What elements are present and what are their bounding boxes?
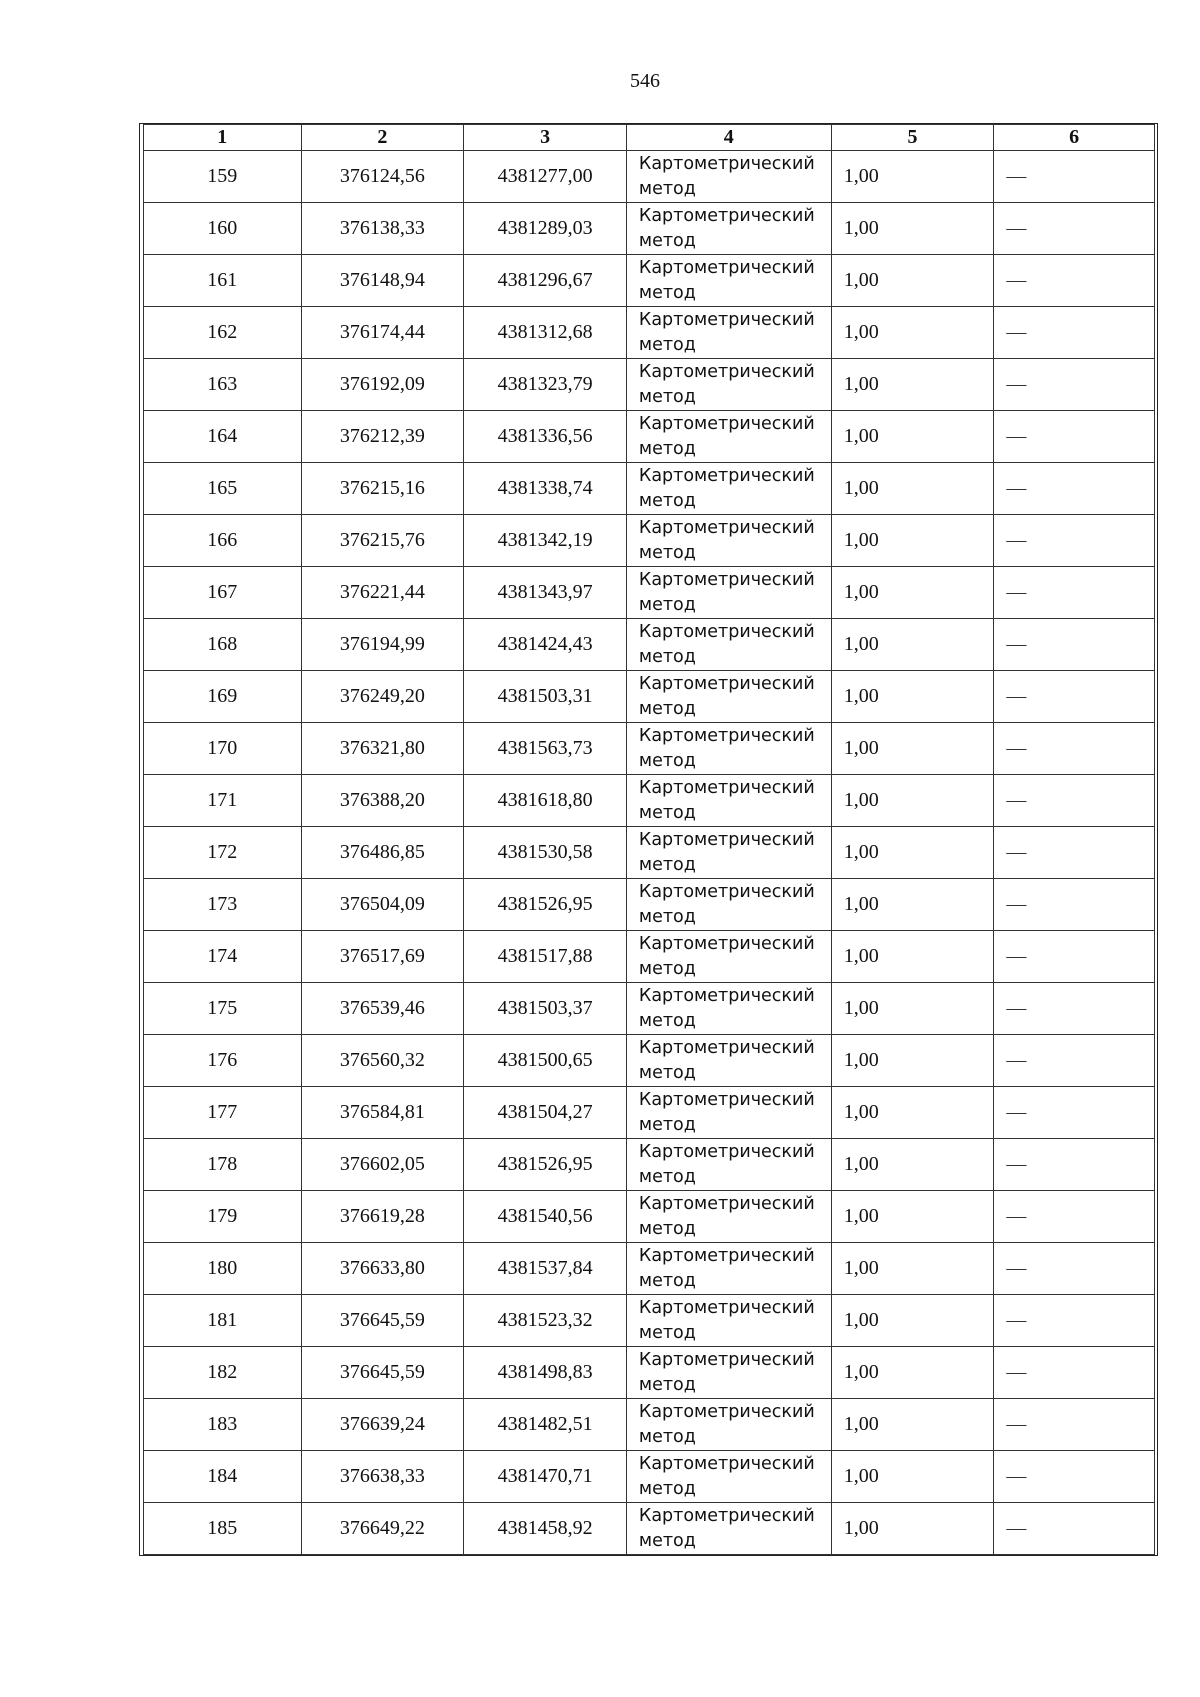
table-row <box>144 411 1155 463</box>
header-col-3: 3 <box>464 125 627 151</box>
method-text: Картометрический <box>638 933 815 954</box>
x-coordinate-cell: 376645,59 <box>301 1347 464 1399</box>
method-text: метод <box>638 1426 696 1447</box>
accuracy-cell: 1,00 <box>831 879 994 931</box>
note-cell: — <box>994 775 1155 827</box>
y-coordinate-cell: 4381323,79 <box>464 359 627 411</box>
method-text: метод <box>638 906 696 927</box>
note-cell: — <box>994 1035 1155 1087</box>
point-number-cell: 159 <box>144 151 302 203</box>
method-text: Картометрический <box>638 569 815 590</box>
note-cell: — <box>994 1451 1155 1503</box>
note-cell: — <box>994 671 1155 723</box>
table-row <box>144 567 1155 619</box>
accuracy-cell: 1,00 <box>831 1347 994 1399</box>
method-text: метод <box>638 542 696 563</box>
x-coordinate-cell: 376649,22 <box>301 1503 464 1555</box>
accuracy-cell: 1,00 <box>831 1451 994 1503</box>
accuracy-cell: 1,00 <box>831 1191 994 1243</box>
method-text: метод <box>638 1530 696 1551</box>
header-col-6: 6 <box>994 125 1155 151</box>
method-cell <box>626 1243 831 1295</box>
x-coordinate-cell: 376194,99 <box>301 619 464 671</box>
note-cell: — <box>994 463 1155 515</box>
method-cell <box>626 567 831 619</box>
y-coordinate-cell: 4381296,67 <box>464 255 627 307</box>
method-cell <box>626 463 831 515</box>
method-text: Картометрический <box>638 465 815 486</box>
method-cell <box>626 1191 831 1243</box>
point-number-cell: 165 <box>144 463 302 515</box>
method-cell <box>626 307 831 359</box>
x-coordinate-cell: 376639,24 <box>301 1399 464 1451</box>
y-coordinate-cell: 4381338,74 <box>464 463 627 515</box>
point-number-cell: 177 <box>144 1087 302 1139</box>
y-coordinate-cell: 4381343,97 <box>464 567 627 619</box>
table-header <box>144 125 1155 151</box>
accuracy-cell: 1,00 <box>831 359 994 411</box>
accuracy-cell: 1,00 <box>831 1503 994 1555</box>
method-cell <box>626 1503 831 1555</box>
accuracy-cell: 1,00 <box>831 1035 994 1087</box>
table-row <box>144 1139 1155 1191</box>
method-text: метод <box>638 646 696 667</box>
table-row <box>144 1399 1155 1451</box>
method-cell <box>626 359 831 411</box>
method-text: метод <box>638 1374 696 1395</box>
x-coordinate-cell: 376212,39 <box>301 411 464 463</box>
note-cell: — <box>994 307 1155 359</box>
y-coordinate-cell: 4381498,83 <box>464 1347 627 1399</box>
method-cell <box>626 411 831 463</box>
x-coordinate-cell: 376633,80 <box>301 1243 464 1295</box>
note-cell: — <box>994 1087 1155 1139</box>
point-number-cell: 173 <box>144 879 302 931</box>
note-cell: — <box>994 1503 1155 1555</box>
table-row <box>144 203 1155 255</box>
method-cell <box>626 1451 831 1503</box>
method-text: Картометрический <box>638 673 815 694</box>
note-cell: — <box>994 359 1155 411</box>
method-text: Картометрический <box>638 1037 815 1058</box>
header-col-2: 2 <box>301 125 464 151</box>
point-number-cell: 168 <box>144 619 302 671</box>
y-coordinate-cell: 4381618,80 <box>464 775 627 827</box>
method-text: Картометрический <box>638 309 815 330</box>
method-cell <box>626 1399 831 1451</box>
point-number-cell: 184 <box>144 1451 302 1503</box>
x-coordinate-cell: 376192,09 <box>301 359 464 411</box>
point-number-cell: 182 <box>144 1347 302 1399</box>
accuracy-cell: 1,00 <box>831 723 994 775</box>
accuracy-cell: 1,00 <box>831 1139 994 1191</box>
method-text: Картометрический <box>638 829 815 850</box>
x-coordinate-cell: 376215,76 <box>301 515 464 567</box>
x-coordinate-cell: 376560,32 <box>301 1035 464 1087</box>
accuracy-cell: 1,00 <box>831 463 994 515</box>
note-cell: — <box>994 723 1155 775</box>
y-coordinate-cell: 4381523,32 <box>464 1295 627 1347</box>
y-coordinate-cell: 4381503,31 <box>464 671 627 723</box>
x-coordinate-cell: 376221,44 <box>301 567 464 619</box>
x-coordinate-cell: 376517,69 <box>301 931 464 983</box>
accuracy-cell: 1,00 <box>831 1399 994 1451</box>
x-coordinate-cell: 376138,33 <box>301 203 464 255</box>
x-coordinate-cell: 376174,44 <box>301 307 464 359</box>
table-row <box>144 879 1155 931</box>
point-number-cell: 166 <box>144 515 302 567</box>
y-coordinate-cell: 4381458,92 <box>464 1503 627 1555</box>
point-number-cell: 171 <box>144 775 302 827</box>
accuracy-cell: 1,00 <box>831 931 994 983</box>
table-row <box>144 1451 1155 1503</box>
table-row <box>144 1295 1155 1347</box>
point-number-cell: 181 <box>144 1295 302 1347</box>
method-text: Картометрический <box>638 361 815 382</box>
point-number-cell: 172 <box>144 827 302 879</box>
method-text: метод <box>638 1166 696 1187</box>
x-coordinate-cell: 376388,20 <box>301 775 464 827</box>
y-coordinate-cell: 4381504,27 <box>464 1087 627 1139</box>
method-text: метод <box>638 334 696 355</box>
accuracy-cell: 1,00 <box>831 515 994 567</box>
method-text: Картометрический <box>638 153 815 174</box>
x-coordinate-cell: 376249,20 <box>301 671 464 723</box>
method-text: метод <box>638 1114 696 1135</box>
method-text: метод <box>638 1218 696 1239</box>
note-cell: — <box>994 1139 1155 1191</box>
accuracy-cell: 1,00 <box>831 775 994 827</box>
note-cell: — <box>994 879 1155 931</box>
y-coordinate-cell: 4381336,56 <box>464 411 627 463</box>
coordinates-table-frame <box>139 123 1158 1556</box>
x-coordinate-cell: 376619,28 <box>301 1191 464 1243</box>
note-cell: — <box>994 827 1155 879</box>
method-text: метод <box>638 750 696 771</box>
method-text: метод <box>638 1010 696 1031</box>
method-cell <box>626 723 831 775</box>
method-text: Картометрический <box>638 777 815 798</box>
method-text: Картометрический <box>638 517 815 538</box>
y-coordinate-cell: 4381517,88 <box>464 931 627 983</box>
y-coordinate-cell: 4381526,95 <box>464 879 627 931</box>
table-body <box>144 151 1155 1555</box>
y-coordinate-cell: 4381424,43 <box>464 619 627 671</box>
x-coordinate-cell: 376602,05 <box>301 1139 464 1191</box>
header-col-4: 4 <box>626 125 831 151</box>
point-number-cell: 180 <box>144 1243 302 1295</box>
point-number-cell: 178 <box>144 1139 302 1191</box>
x-coordinate-cell: 376148,94 <box>301 255 464 307</box>
method-text: Картометрический <box>638 1141 815 1162</box>
y-coordinate-cell: 4381289,03 <box>464 203 627 255</box>
x-coordinate-cell: 376504,09 <box>301 879 464 931</box>
x-coordinate-cell: 376539,46 <box>301 983 464 1035</box>
table-row <box>144 151 1155 203</box>
method-text: Картометрический <box>638 985 815 1006</box>
note-cell: — <box>994 1295 1155 1347</box>
accuracy-cell: 1,00 <box>831 827 994 879</box>
table-row <box>144 515 1155 567</box>
note-cell: — <box>994 411 1155 463</box>
note-cell: — <box>994 1399 1155 1451</box>
method-text: метод <box>638 1322 696 1343</box>
x-coordinate-cell: 376486,85 <box>301 827 464 879</box>
note-cell: — <box>994 515 1155 567</box>
point-number-cell: 179 <box>144 1191 302 1243</box>
note-cell: — <box>994 983 1155 1035</box>
method-text: метод <box>638 854 696 875</box>
point-number-cell: 161 <box>144 255 302 307</box>
table-row <box>144 1243 1155 1295</box>
note-cell: — <box>994 151 1155 203</box>
point-number-cell: 169 <box>144 671 302 723</box>
x-coordinate-cell: 376321,80 <box>301 723 464 775</box>
accuracy-cell: 1,00 <box>831 255 994 307</box>
method-cell <box>626 671 831 723</box>
y-coordinate-cell: 4381526,95 <box>464 1139 627 1191</box>
method-text: Картометрический <box>638 1245 815 1266</box>
table-row <box>144 1191 1155 1243</box>
table-row <box>144 931 1155 983</box>
method-text: метод <box>638 282 696 303</box>
method-cell <box>626 619 831 671</box>
method-cell <box>626 931 831 983</box>
point-number-cell: 185 <box>144 1503 302 1555</box>
method-text: Картометрический <box>638 205 815 226</box>
note-cell: — <box>994 931 1155 983</box>
note-cell: — <box>994 203 1155 255</box>
table-row <box>144 359 1155 411</box>
accuracy-cell: 1,00 <box>831 1243 994 1295</box>
method-text: метод <box>638 490 696 511</box>
y-coordinate-cell: 4381470,71 <box>464 1451 627 1503</box>
coordinates-table <box>143 124 1155 1555</box>
method-cell <box>626 827 831 879</box>
header-col-5: 5 <box>831 125 994 151</box>
method-text: метод <box>638 438 696 459</box>
table-row <box>144 827 1155 879</box>
point-number-cell: 174 <box>144 931 302 983</box>
method-text: метод <box>638 698 696 719</box>
note-cell: — <box>994 255 1155 307</box>
page-number: 546 <box>630 70 660 92</box>
table-row <box>144 1087 1155 1139</box>
table-row <box>144 1503 1155 1555</box>
accuracy-cell: 1,00 <box>831 567 994 619</box>
method-text: метод <box>638 1478 696 1499</box>
x-coordinate-cell: 376124,56 <box>301 151 464 203</box>
method-text: метод <box>638 594 696 615</box>
accuracy-cell: 1,00 <box>831 151 994 203</box>
method-cell <box>626 1347 831 1399</box>
accuracy-cell: 1,00 <box>831 203 994 255</box>
accuracy-cell: 1,00 <box>831 983 994 1035</box>
y-coordinate-cell: 4381530,58 <box>464 827 627 879</box>
y-coordinate-cell: 4381277,00 <box>464 151 627 203</box>
method-text: метод <box>638 1270 696 1291</box>
table-row <box>144 775 1155 827</box>
point-number-cell: 176 <box>144 1035 302 1087</box>
method-text: метод <box>638 386 696 407</box>
x-coordinate-cell: 376645,59 <box>301 1295 464 1347</box>
method-text: Картометрический <box>638 1089 815 1110</box>
method-text: Картометрический <box>638 1453 815 1474</box>
x-coordinate-cell: 376638,33 <box>301 1451 464 1503</box>
method-text: метод <box>638 802 696 823</box>
y-coordinate-cell: 4381312,68 <box>464 307 627 359</box>
method-cell <box>626 255 831 307</box>
point-number-cell: 160 <box>144 203 302 255</box>
method-cell <box>626 879 831 931</box>
method-text: метод <box>638 958 696 979</box>
table-row <box>144 1347 1155 1399</box>
method-text: Картометрический <box>638 1349 815 1370</box>
y-coordinate-cell: 4381540,56 <box>464 1191 627 1243</box>
method-cell <box>626 1035 831 1087</box>
method-cell <box>626 151 831 203</box>
table-row <box>144 723 1155 775</box>
note-cell: — <box>994 1191 1155 1243</box>
header-col-1: 1 <box>144 125 302 151</box>
method-text: метод <box>638 1062 696 1083</box>
accuracy-cell: 1,00 <box>831 1295 994 1347</box>
note-cell: — <box>994 1347 1155 1399</box>
note-cell: — <box>994 1243 1155 1295</box>
accuracy-cell: 1,00 <box>831 1087 994 1139</box>
y-coordinate-cell: 4381500,65 <box>464 1035 627 1087</box>
method-cell <box>626 983 831 1035</box>
table-row <box>144 1035 1155 1087</box>
point-number-cell: 164 <box>144 411 302 463</box>
method-cell <box>626 1087 831 1139</box>
method-text: метод <box>638 230 696 251</box>
y-coordinate-cell: 4381537,84 <box>464 1243 627 1295</box>
table-row <box>144 307 1155 359</box>
table-row <box>144 463 1155 515</box>
method-text: Картометрический <box>638 881 815 902</box>
method-cell <box>626 775 831 827</box>
method-text: Картометрический <box>638 1297 815 1318</box>
x-coordinate-cell: 376584,81 <box>301 1087 464 1139</box>
accuracy-cell: 1,00 <box>831 671 994 723</box>
header-row <box>144 125 1155 151</box>
method-cell <box>626 1295 831 1347</box>
y-coordinate-cell: 4381503,37 <box>464 983 627 1035</box>
y-coordinate-cell: 4381482,51 <box>464 1399 627 1451</box>
point-number-cell: 167 <box>144 567 302 619</box>
y-coordinate-cell: 4381342,19 <box>464 515 627 567</box>
method-cell <box>626 515 831 567</box>
method-cell <box>626 203 831 255</box>
accuracy-cell: 1,00 <box>831 411 994 463</box>
accuracy-cell: 1,00 <box>831 619 994 671</box>
table-row <box>144 255 1155 307</box>
y-coordinate-cell: 4381563,73 <box>464 723 627 775</box>
method-text: Картометрический <box>638 621 815 642</box>
method-text: Картометрический <box>638 413 815 434</box>
method-text: Картометрический <box>638 257 815 278</box>
point-number-cell: 175 <box>144 983 302 1035</box>
point-number-cell: 170 <box>144 723 302 775</box>
note-cell: — <box>994 567 1155 619</box>
method-text: Картометрический <box>638 1505 815 1526</box>
method-text: Картометрический <box>638 725 815 746</box>
table-row <box>144 983 1155 1035</box>
point-number-cell: 183 <box>144 1399 302 1451</box>
method-text: Картометрический <box>638 1193 815 1214</box>
method-text: метод <box>638 178 696 199</box>
accuracy-cell: 1,00 <box>831 307 994 359</box>
table-row <box>144 671 1155 723</box>
method-text: Картометрический <box>638 1401 815 1422</box>
point-number-cell: 163 <box>144 359 302 411</box>
x-coordinate-cell: 376215,16 <box>301 463 464 515</box>
point-number-cell: 162 <box>144 307 302 359</box>
table-row <box>144 619 1155 671</box>
method-cell <box>626 1139 831 1191</box>
note-cell: — <box>994 619 1155 671</box>
